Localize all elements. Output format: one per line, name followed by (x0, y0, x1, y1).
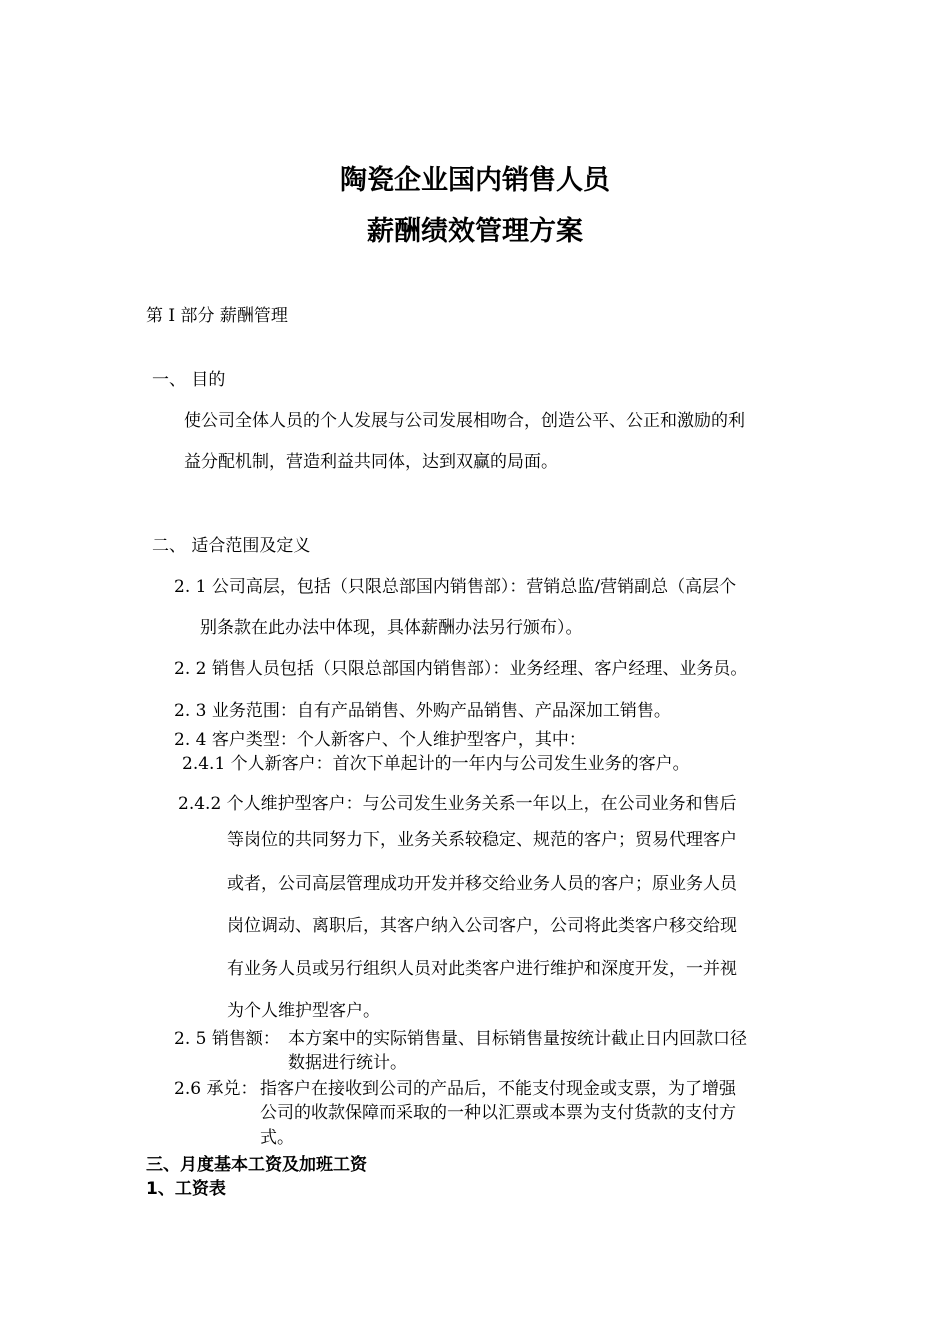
section1-paragraph-line1: 使公司全体人员的个人发展与公司发展相吻合，创造公平、公正和激励的利 (184, 411, 745, 431)
document-title-line2: 薪酬绩效管理方案 (367, 216, 583, 247)
part-heading: 第 I 部分 薪酬管理 (146, 306, 288, 326)
item-2-5-line1: 本方案中的实际销售量、目标销售量按统计截止日内回款口径 (288, 1029, 747, 1049)
item-2-2: 2. 2 销售人员包括（只限总部国内销售部）：业务经理、客户经理、业务员。 (174, 659, 748, 679)
item-2-4-2-line2: 等岗位的共同努力下，业务关系较稳定、规范的客户；贸易代理客户 (227, 830, 737, 850)
item-2-4: 2. 4 客户类型：个人新客户、个人维护型客户，其中： (174, 730, 586, 750)
document-title-line1: 陶瓷企业国内销售人员 (340, 165, 610, 196)
item-2-1-line1: 2. 1 公司高层，包括（只限总部国内销售部）：营销总监/营销副总（高层个 (174, 577, 737, 597)
item-2-5-label: 2. 5 销售额： (174, 1029, 280, 1049)
item-2-6-label: 2.6 承兑： (174, 1079, 258, 1099)
section1-heading: 一、 目的 (152, 370, 226, 390)
item-2-3: 2. 3 业务范围：自有产品销售、外购产品销售、产品深加工销售。 (174, 701, 671, 721)
item-2-4-2-line6: 为个人维护型客户。 (227, 1001, 380, 1021)
item-2-4-2-line5: 有业务人员或另行组织人员对此类客户进行维护和深度开发，一并视 (227, 959, 737, 979)
item-2-1-line2: 别条款在此办法中体现，具体薪酬办法另行颁布）。 (200, 618, 583, 638)
item-2-5-line2: 数据进行统计。 (288, 1053, 407, 1073)
section2-heading: 二、 适合范围及定义 (152, 536, 311, 556)
item-2-6-line2: 公司的收款保障而采取的一种以汇票或本票为支付货款的支付方 (260, 1103, 736, 1123)
item-2-4-2-line3: 或者，公司高层管理成功开发并移交给业务人员的客户；原业务人员 (227, 874, 737, 894)
section1-paragraph-line2: 益分配机制，营造利益共同体，达到双赢的局面。 (184, 452, 558, 472)
item-2-4-2-line4: 岗位调动、离职后，其客户纳入公司客户，公司将此类客户移交给现 (227, 916, 737, 936)
item-2-6-line3: 式。 (260, 1128, 294, 1148)
item-2-6-line1: 指客户在接收到公司的产品后，不能支付现金或支票，为了增强 (260, 1079, 736, 1099)
item-2-4-2-line1: 2.4.2 个人维护型客户：与公司发生业务关系一年以上，在公司业务和售后 (178, 794, 737, 814)
item-2-4-1: 2.4.1 个人新客户：首次下单起计的一年内与公司发生业务的客户。 (182, 754, 690, 774)
section3-heading: 三、月度基本工资及加班工资 (146, 1155, 367, 1175)
section3-subheading: 1、工资表 (146, 1179, 226, 1199)
